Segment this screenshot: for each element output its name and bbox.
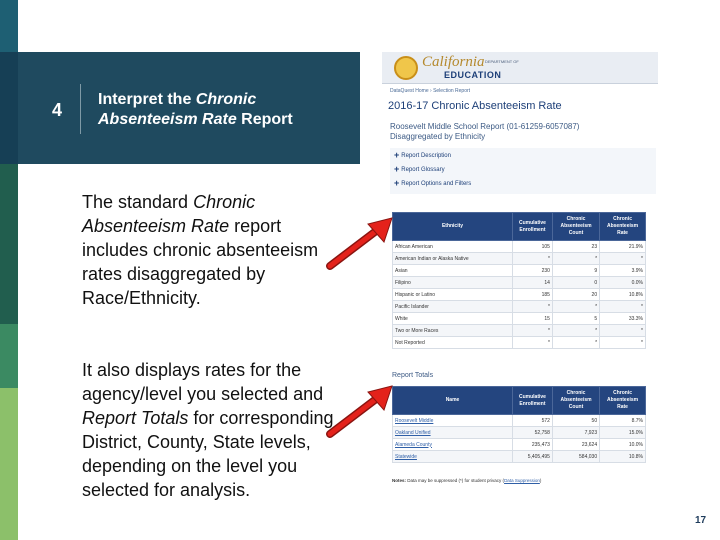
col-header[interactable]: Chronic Absenteeism Rate [600, 213, 646, 241]
value-cell: * [552, 325, 599, 337]
row-label-cell: Hispanic or Latino [393, 289, 513, 301]
table-row [393, 451, 646, 463]
breadcrumb[interactable]: DataQuest Home › Selection Report [390, 88, 471, 94]
col-header[interactable]: Cumulative Enrollment [513, 387, 553, 415]
link-label: Report Description [401, 153, 451, 159]
col-header[interactable]: Ethnicity [393, 213, 513, 241]
value-cell: 23 [552, 241, 599, 253]
col-header[interactable]: Cumulative Enrollment [513, 213, 553, 241]
value-cell: 5 [552, 313, 599, 325]
report-totals-table [392, 386, 646, 463]
row-label-cell: Not Reported [393, 337, 513, 349]
p1-text-a: The standard [82, 192, 194, 212]
accent-stripe-4 [0, 324, 18, 388]
col-header[interactable]: Chronic Absenteeism Count [552, 213, 599, 241]
note-text: Data may be suppressed (*) for student privacy ( [406, 478, 505, 483]
logo-dept: DEPARTMENT OF [485, 59, 519, 64]
table-header-row [393, 213, 646, 241]
table-row [393, 277, 646, 289]
suppression-note [392, 478, 652, 483]
p1-text-b: report includes chronic absenteeism rates disaggregated by Race/Ethnicity. [82, 216, 319, 308]
row-label-cell: Filipino [393, 277, 513, 289]
table-row [393, 289, 646, 301]
accent-stripe-2 [0, 52, 18, 164]
report-title: 2016-17 Chronic Absenteeism Rate [388, 100, 562, 112]
value-cell: 33.3% [600, 313, 646, 325]
report-totals-label: Report Totals [392, 372, 434, 379]
value-cell: * [552, 301, 599, 313]
value-cell: * [513, 253, 553, 265]
row-label-cell: Two or More Races [393, 325, 513, 337]
table-row [393, 241, 646, 253]
p1-emphasis: Chronic Absenteeism Rate [82, 192, 256, 236]
value-cell: 8.7% [600, 415, 646, 427]
row-label-cell: African American [393, 241, 513, 253]
report-subtitle-line-1: Roosevelt Middle School Report (01-61259-6057087) [390, 122, 580, 131]
value-cell: 230 [513, 265, 553, 277]
value-cell: * [552, 253, 599, 265]
value-cell: 10.8% [600, 289, 646, 301]
row-label-cell[interactable]: Roosevelt Middle [393, 415, 513, 427]
plus-icon: + [394, 164, 400, 174]
value-cell: 50 [552, 415, 599, 427]
value-cell: 15 [513, 313, 553, 325]
value-cell: 3.9% [600, 265, 646, 277]
row-label-cell: American Indian or Alaska Native [393, 253, 513, 265]
value-cell: * [513, 337, 553, 349]
header-divider [80, 84, 81, 134]
table-header-row [393, 387, 646, 415]
step-number: 4 [52, 100, 63, 120]
cde-banner [382, 52, 658, 84]
p2-text-a: It also displays rates for the agency/level you selected and [82, 360, 324, 404]
value-cell: 10.0% [600, 439, 646, 451]
report-links [390, 148, 656, 194]
value-cell: 105 [513, 241, 553, 253]
plus-icon: + [394, 150, 400, 160]
accent-stripe-5 [0, 388, 18, 540]
note-label: Notes: [392, 478, 407, 483]
title-text-2: Report [236, 111, 293, 128]
row-label-cell: White [393, 313, 513, 325]
slide-title [98, 90, 348, 130]
row-label-cell[interactable]: Oakland Unified [393, 427, 513, 439]
value-cell: 572 [513, 415, 553, 427]
value-cell: * [600, 253, 646, 265]
table-row [393, 439, 646, 451]
report-subtitle [390, 122, 650, 142]
title-emphasis: Chronic Absenteeism Rate [98, 91, 257, 128]
value-cell: 7,923 [552, 427, 599, 439]
link-label: Report Glossary [401, 167, 445, 173]
table-row [393, 427, 646, 439]
p2-text-b: for corresponding District, County, State levels, depending on the level you selected for analysis. [82, 408, 334, 500]
table-row [393, 253, 646, 265]
value-cell: 9 [552, 265, 599, 277]
value-cell: 20 [552, 289, 599, 301]
value-cell: * [600, 337, 646, 349]
value-cell: * [552, 337, 599, 349]
link-report-options[interactable] [394, 178, 471, 188]
note-end: ) [539, 478, 542, 483]
slide-header [18, 52, 360, 164]
value-cell: 5,405,495 [513, 451, 553, 463]
value-cell: * [600, 301, 646, 313]
value-cell: 10.8% [600, 451, 646, 463]
logo-education: EDUCATION [444, 70, 502, 80]
value-cell: 14 [513, 277, 553, 289]
paragraph-standard-report [82, 190, 322, 310]
value-cell: 52,758 [513, 427, 553, 439]
arrow-to-ethnicity-table-icon [324, 212, 398, 272]
plus-icon: + [394, 178, 400, 188]
table-row [393, 265, 646, 277]
col-header[interactable]: Chronic Absenteeism Count [552, 387, 599, 415]
data-suppression-link[interactable]: Data Suppression [504, 478, 540, 483]
table-row [393, 337, 646, 349]
value-cell: 0.0% [600, 277, 646, 289]
paragraph-report-totals [82, 358, 342, 502]
col-header[interactable]: Chronic Absenteeism Rate [600, 387, 646, 415]
accent-stripe-3 [0, 164, 18, 324]
accent-stripe-1 [0, 0, 18, 52]
col-header[interactable]: Name [393, 387, 513, 415]
row-label-cell[interactable]: Alameda County [393, 439, 513, 451]
value-cell: 15.0% [600, 427, 646, 439]
link-report-glossary[interactable] [394, 164, 445, 174]
row-label-cell[interactable]: Statewide [393, 451, 513, 463]
link-report-description[interactable] [394, 150, 451, 160]
value-cell: * [600, 325, 646, 337]
p2-emphasis: Report Totals [82, 408, 189, 428]
table-row [393, 301, 646, 313]
value-cell: 21.9% [600, 241, 646, 253]
row-label-cell: Asian [393, 265, 513, 277]
value-cell: 584,030 [552, 451, 599, 463]
value-cell: * [513, 301, 553, 313]
value-cell: 185 [513, 289, 553, 301]
report-subtitle-line-2: Disaggregated by Ethnicity [390, 132, 486, 141]
table-row [393, 313, 646, 325]
title-text-1: Interpret the [98, 91, 196, 108]
arrow-to-totals-table-icon [324, 380, 398, 440]
value-cell: 0 [552, 277, 599, 289]
state-seal-icon [394, 56, 418, 80]
logo-california: California [422, 54, 485, 70]
link-label: Report Options and Filters [401, 181, 472, 187]
table-row [393, 415, 646, 427]
value-cell: 235,473 [513, 439, 553, 451]
table-row [393, 325, 646, 337]
ethnicity-table [392, 212, 646, 349]
value-cell: * [513, 325, 553, 337]
page-number: 17 [695, 515, 707, 526]
row-label-cell: Pacific Islander [393, 301, 513, 313]
value-cell: 23,624 [552, 439, 599, 451]
